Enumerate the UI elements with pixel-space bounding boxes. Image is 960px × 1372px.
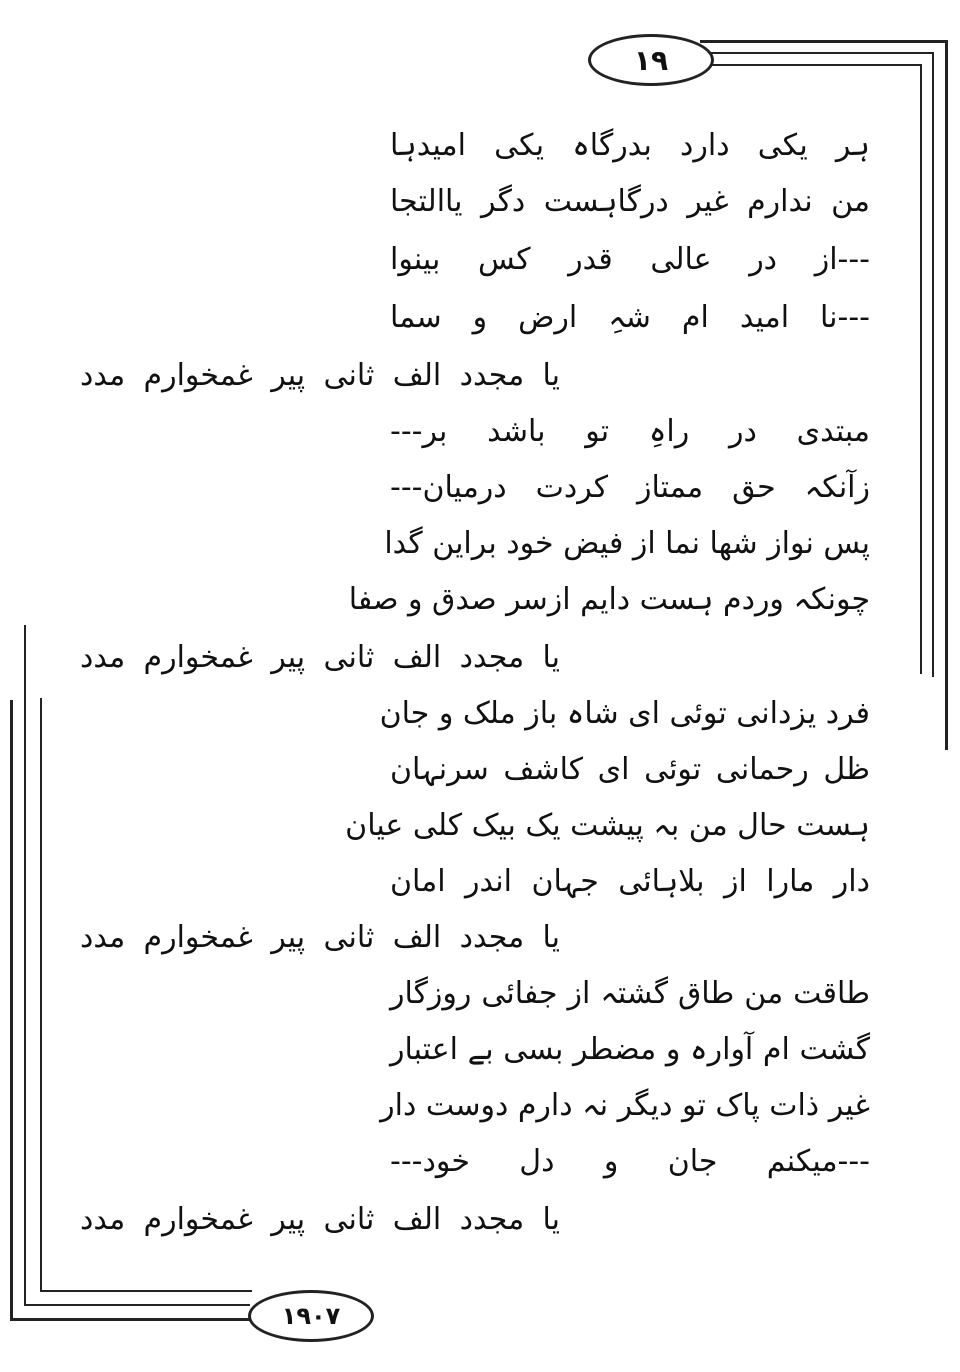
stanza-4-line-4: ---میکنم جان و دل خود---	[390, 1144, 870, 1179]
stanza-2-line-3: پس نواز شھا نما از فیض خود براین گدا	[384, 526, 870, 561]
frame-bottom-line-3	[40, 1290, 252, 1292]
stanza-1-refrain: یا مجدد الف ثانی پیر غمخوارم مدد	[80, 358, 560, 393]
frame-top-line-3	[708, 64, 922, 66]
frame-top-line-2	[706, 52, 934, 54]
stanza-2-line-1: مبتدی در راہِ تو باشد بر---	[390, 414, 870, 449]
frame-bottom-line-2	[24, 1304, 250, 1306]
stanza-4-line-2: گشت ام آوارہ و مضطر بسی بے اعتبار	[390, 1032, 870, 1067]
frame-right-line-3	[920, 64, 922, 674]
stanza-3-line-4: دار مارا از بلاہائی جہان اندر امان	[390, 864, 870, 899]
frame-left-line-3	[40, 698, 42, 1290]
stanza-2-line-2: زآنکہ حق ممتاز کردت درمیان---	[390, 470, 870, 505]
stanza-1-line-1: ہر یکی دارد بدرگاہ یکی امیدہا	[390, 128, 870, 163]
frame-left-line-2	[24, 625, 26, 1305]
frame-top-line-1	[700, 40, 948, 43]
stanza-1-line-4: ---نا امید ام شہِ ارض و سما	[390, 300, 870, 335]
stanza-4-line-1: طاقت من طاق گشتہ از جفائی روزگار	[390, 976, 870, 1011]
stanza-3-line-2: ظل رحمانی توئی ای کاشف سرنہان	[390, 752, 870, 787]
stanza-4-line-3: غیر ذات پاک تو دیگر نہ دارم دوست دار	[380, 1088, 870, 1123]
stanza-1-line-2: من ندارم غیر درگاہست دگر یاالتجا	[390, 184, 870, 219]
stanza-2-refrain: یا مجدد الف ثانی پیر غمخوارم مدد	[80, 640, 560, 675]
page-number-bottom: ۱۹۰۷	[248, 1290, 374, 1342]
page-number-top: ۱۹	[588, 34, 714, 86]
frame-left-line-1	[10, 700, 13, 1320]
stanza-3-refrain: یا مجدد الف ثانی پیر غمخوارم مدد	[80, 920, 560, 955]
frame-right-line-1	[945, 40, 948, 750]
stanza-3-line-3: ہست حال من بہ پیشت یک بیک کلی عیان	[345, 808, 870, 843]
stanza-4-refrain: یا مجدد الف ثانی پیر غمخوارم مدد	[80, 1202, 560, 1237]
stanza-3-line-1: فرد یزدانی توئی ای شاہ باز ملک و جان	[379, 696, 870, 731]
frame-bottom-line-1	[10, 1318, 250, 1321]
stanza-1-line-3: ---از در عالی قدر کس بینوا	[390, 242, 870, 277]
frame-right-line-2	[932, 52, 934, 677]
stanza-2-line-4: چونکہ وردم ہست دایم ازسر صدق و صفا	[348, 582, 870, 617]
